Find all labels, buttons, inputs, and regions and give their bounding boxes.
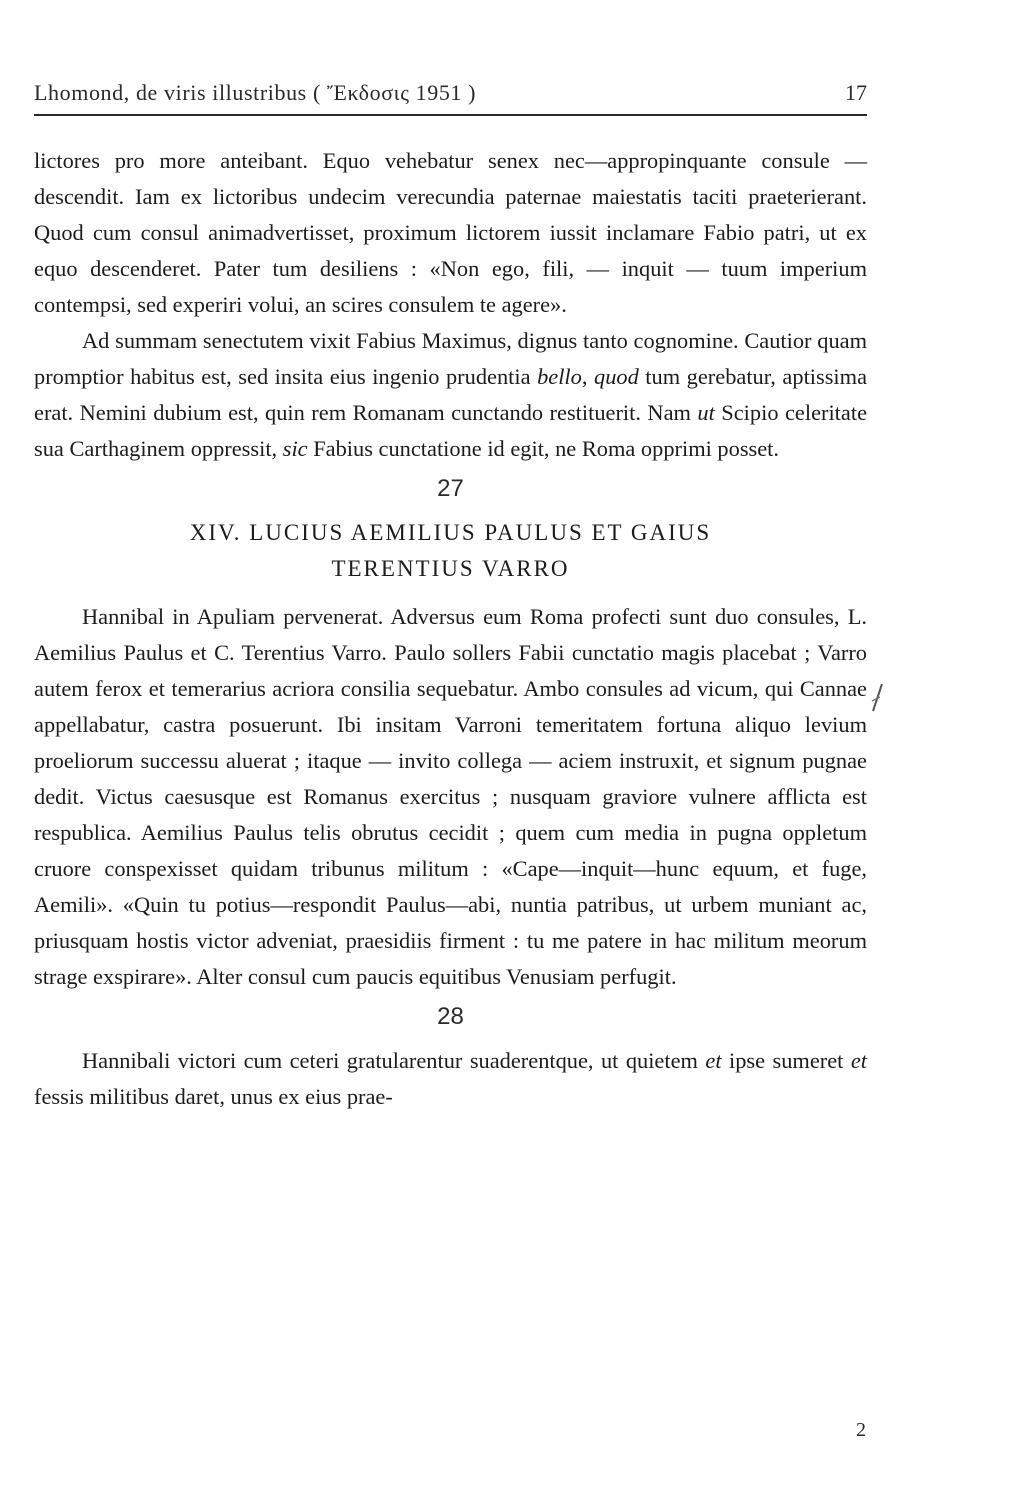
paragraph-cannae: Hannibal in Apuliam pervenerat. Adversus eum Roma profecti sunt duo consules, L. Aemilius Paulus et C. Terentius Varro. Paulo sollers Fabii cunctatio magis placebat ; Varro autem ferox et temerarius acriora consilia sequebatur. Ambo consules ad vicum, qui Cannae appellabatur, castra posuerunt. Ibi insitam Varroni temeritatem fortuna aliquo levium proeliorum successu aluerat ; itaque — invito collega — aciem instruxit, et signum pugnae dedit. Victus caesusque est Romanus exercitus ; nusquam graviore vulnere afflicta est respublica. Aemilius Paulus telis obrutus cecidit ; quem cum media in pugna oppletum cruore conspexisset quidam tribunus militum : «Cape—inquit—hunc equum, et fuge, Aemili». «Quin tu potius—respondit Paulus—abi, nuntia patribus, ut urbem muniant ac, priusquam hostis victor adveniat, praesidiis firment : tu me patere in hac militum meorum strage exspirare». Alter consul cum paucis equitibus Venusiam perfugit. bbox=[34, 604, 867, 989]
chapter-heading-line-1: XIV. LUCIUS AEMILIUS PAULUS ET GAIUS bbox=[189, 520, 712, 545]
text-run: fessis militibus daret, unus ex eius prae- bbox=[34, 1084, 393, 1109]
text-body bbox=[34, 143, 867, 1115]
chapter-heading bbox=[34, 515, 867, 587]
italic-run: sic bbox=[282, 436, 308, 461]
italic-run: bello bbox=[537, 364, 582, 389]
paragraph-continuation: lictores pro more anteibant. Equo vehebatur senex nec—appropinquante consule — descendit. Iam ex lictoribus undecim verecundia paternae maiestatis taciti praeterierant. Quod cum consul animadvertisset, proximum lictorem iussit inclamare Fabio patri, ut ex equo descenderet. Pater tum desiliens : «Non ego, fili, — inquit — tuum imperium contempsi, sed experiri volui, an scires consulem te agere». bbox=[34, 148, 867, 317]
paragraph-fabius-maximus bbox=[34, 323, 867, 467]
italic-run: et bbox=[705, 1048, 722, 1073]
text-run: Scipio celeritate sua Carthaginem oppressit, bbox=[34, 400, 868, 461]
text-run: , bbox=[581, 364, 594, 389]
text-run: tum gerebatur, aptissima erat. Nemini dubium est, quin rem Romanam cunctando restituerit. Nam bbox=[34, 364, 868, 425]
chapter-heading-line-2: TERENTIUS VARRO bbox=[331, 556, 570, 581]
section-number-28: 28 bbox=[437, 1003, 464, 1030]
signature-mark: 2 bbox=[856, 1419, 866, 1441]
text-run: Fabius cunctatione id egit, ne Roma opprimi posset. bbox=[307, 436, 779, 461]
page-number: 17 bbox=[845, 80, 867, 105]
italic-run: et bbox=[850, 1048, 867, 1073]
text-run: Ad summam senectutem vixit Fabius Maximus, dignus tanto cognomine. Cautior quam promptior habitus est, sed insita eius ingenio prudentia bbox=[34, 328, 867, 389]
section-number-27: 27 bbox=[437, 475, 464, 502]
text-run: ipse sumeret bbox=[721, 1048, 851, 1073]
running-title: Lhomond, de viris illustribus ( Ἔκδοσις 1951 ) bbox=[34, 80, 477, 105]
pencil-mark-icon bbox=[870, 683, 884, 713]
text-run: Hannibali victori cum ceteri gratularentur suaderentque, ut quietem bbox=[82, 1048, 706, 1073]
italic-run: quod bbox=[594, 364, 639, 389]
paragraph-hannibal-victor bbox=[34, 1043, 867, 1115]
running-header bbox=[34, 80, 867, 116]
italic-run: ut bbox=[697, 400, 715, 425]
